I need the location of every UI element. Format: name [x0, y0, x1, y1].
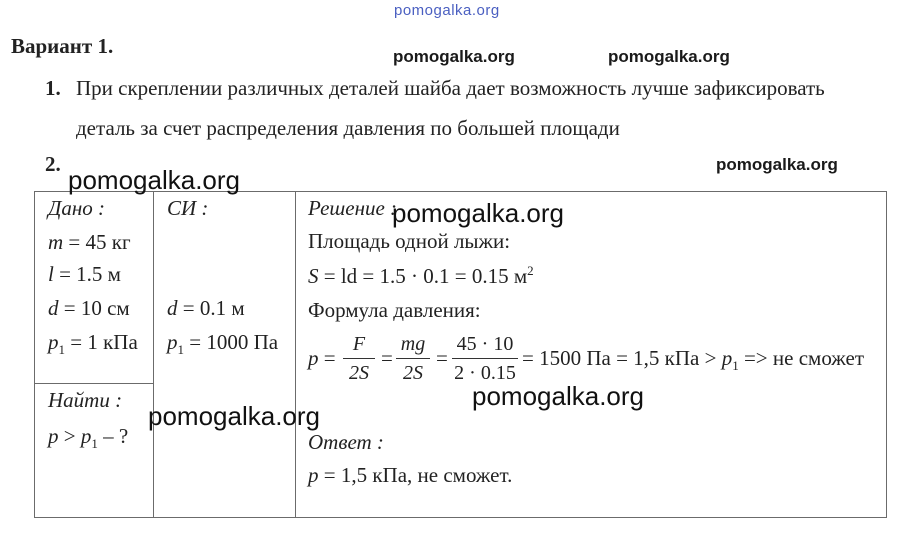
si-pressure: $p_1 = 1000$ Па [167, 330, 279, 358]
watermark: pomogalka.org [716, 155, 838, 174]
answer-text: p = 1,5 кПа, не сможет. [308, 463, 513, 487]
question-1-line-2: деталь за счет распределения давления по большей площади [76, 116, 620, 140]
watermark: pomogalka.org [68, 165, 240, 195]
question-2-number: 2. [45, 152, 61, 176]
si-width: d = 0.1 м [167, 296, 245, 320]
given-length: l = 1.5 м [48, 262, 121, 286]
question-1-line-1: При скреплении различных деталей шайба дает возможность лучше зафиксировать [76, 76, 825, 100]
watermark: pomogalka.org [472, 381, 644, 411]
area-formula: S = ld = 1.5 · 0.1 = 0.15 $м^2$ [308, 263, 534, 288]
si-header: СИ : [167, 196, 209, 220]
given-mass: m = 45 кг [48, 230, 131, 254]
answer-header: Ответ : [308, 430, 384, 454]
given-header: Дано : [48, 196, 106, 220]
solution-header: Решение : [308, 196, 398, 220]
watermark-top: pomogalka.org [394, 2, 500, 19]
question-1-number: 1. [45, 76, 61, 100]
area-label: Площадь одной лыжи: [308, 229, 511, 253]
given-width: d = 10 см [48, 296, 130, 320]
watermark: pomogalka.org [608, 47, 730, 66]
pressure-label: Формула давления: [308, 298, 481, 322]
find-expression: $p > p_1$ – ? [48, 424, 129, 452]
find-header: Найти : [48, 388, 123, 412]
given-pressure: $p_1 = 1$ кПа [48, 330, 138, 358]
watermark: pomogalka.org [393, 47, 515, 66]
watermark: pomogalka.org [148, 401, 320, 431]
variant-heading: Вариант 1. [11, 34, 114, 58]
watermark: pomogalka.org [392, 198, 564, 228]
